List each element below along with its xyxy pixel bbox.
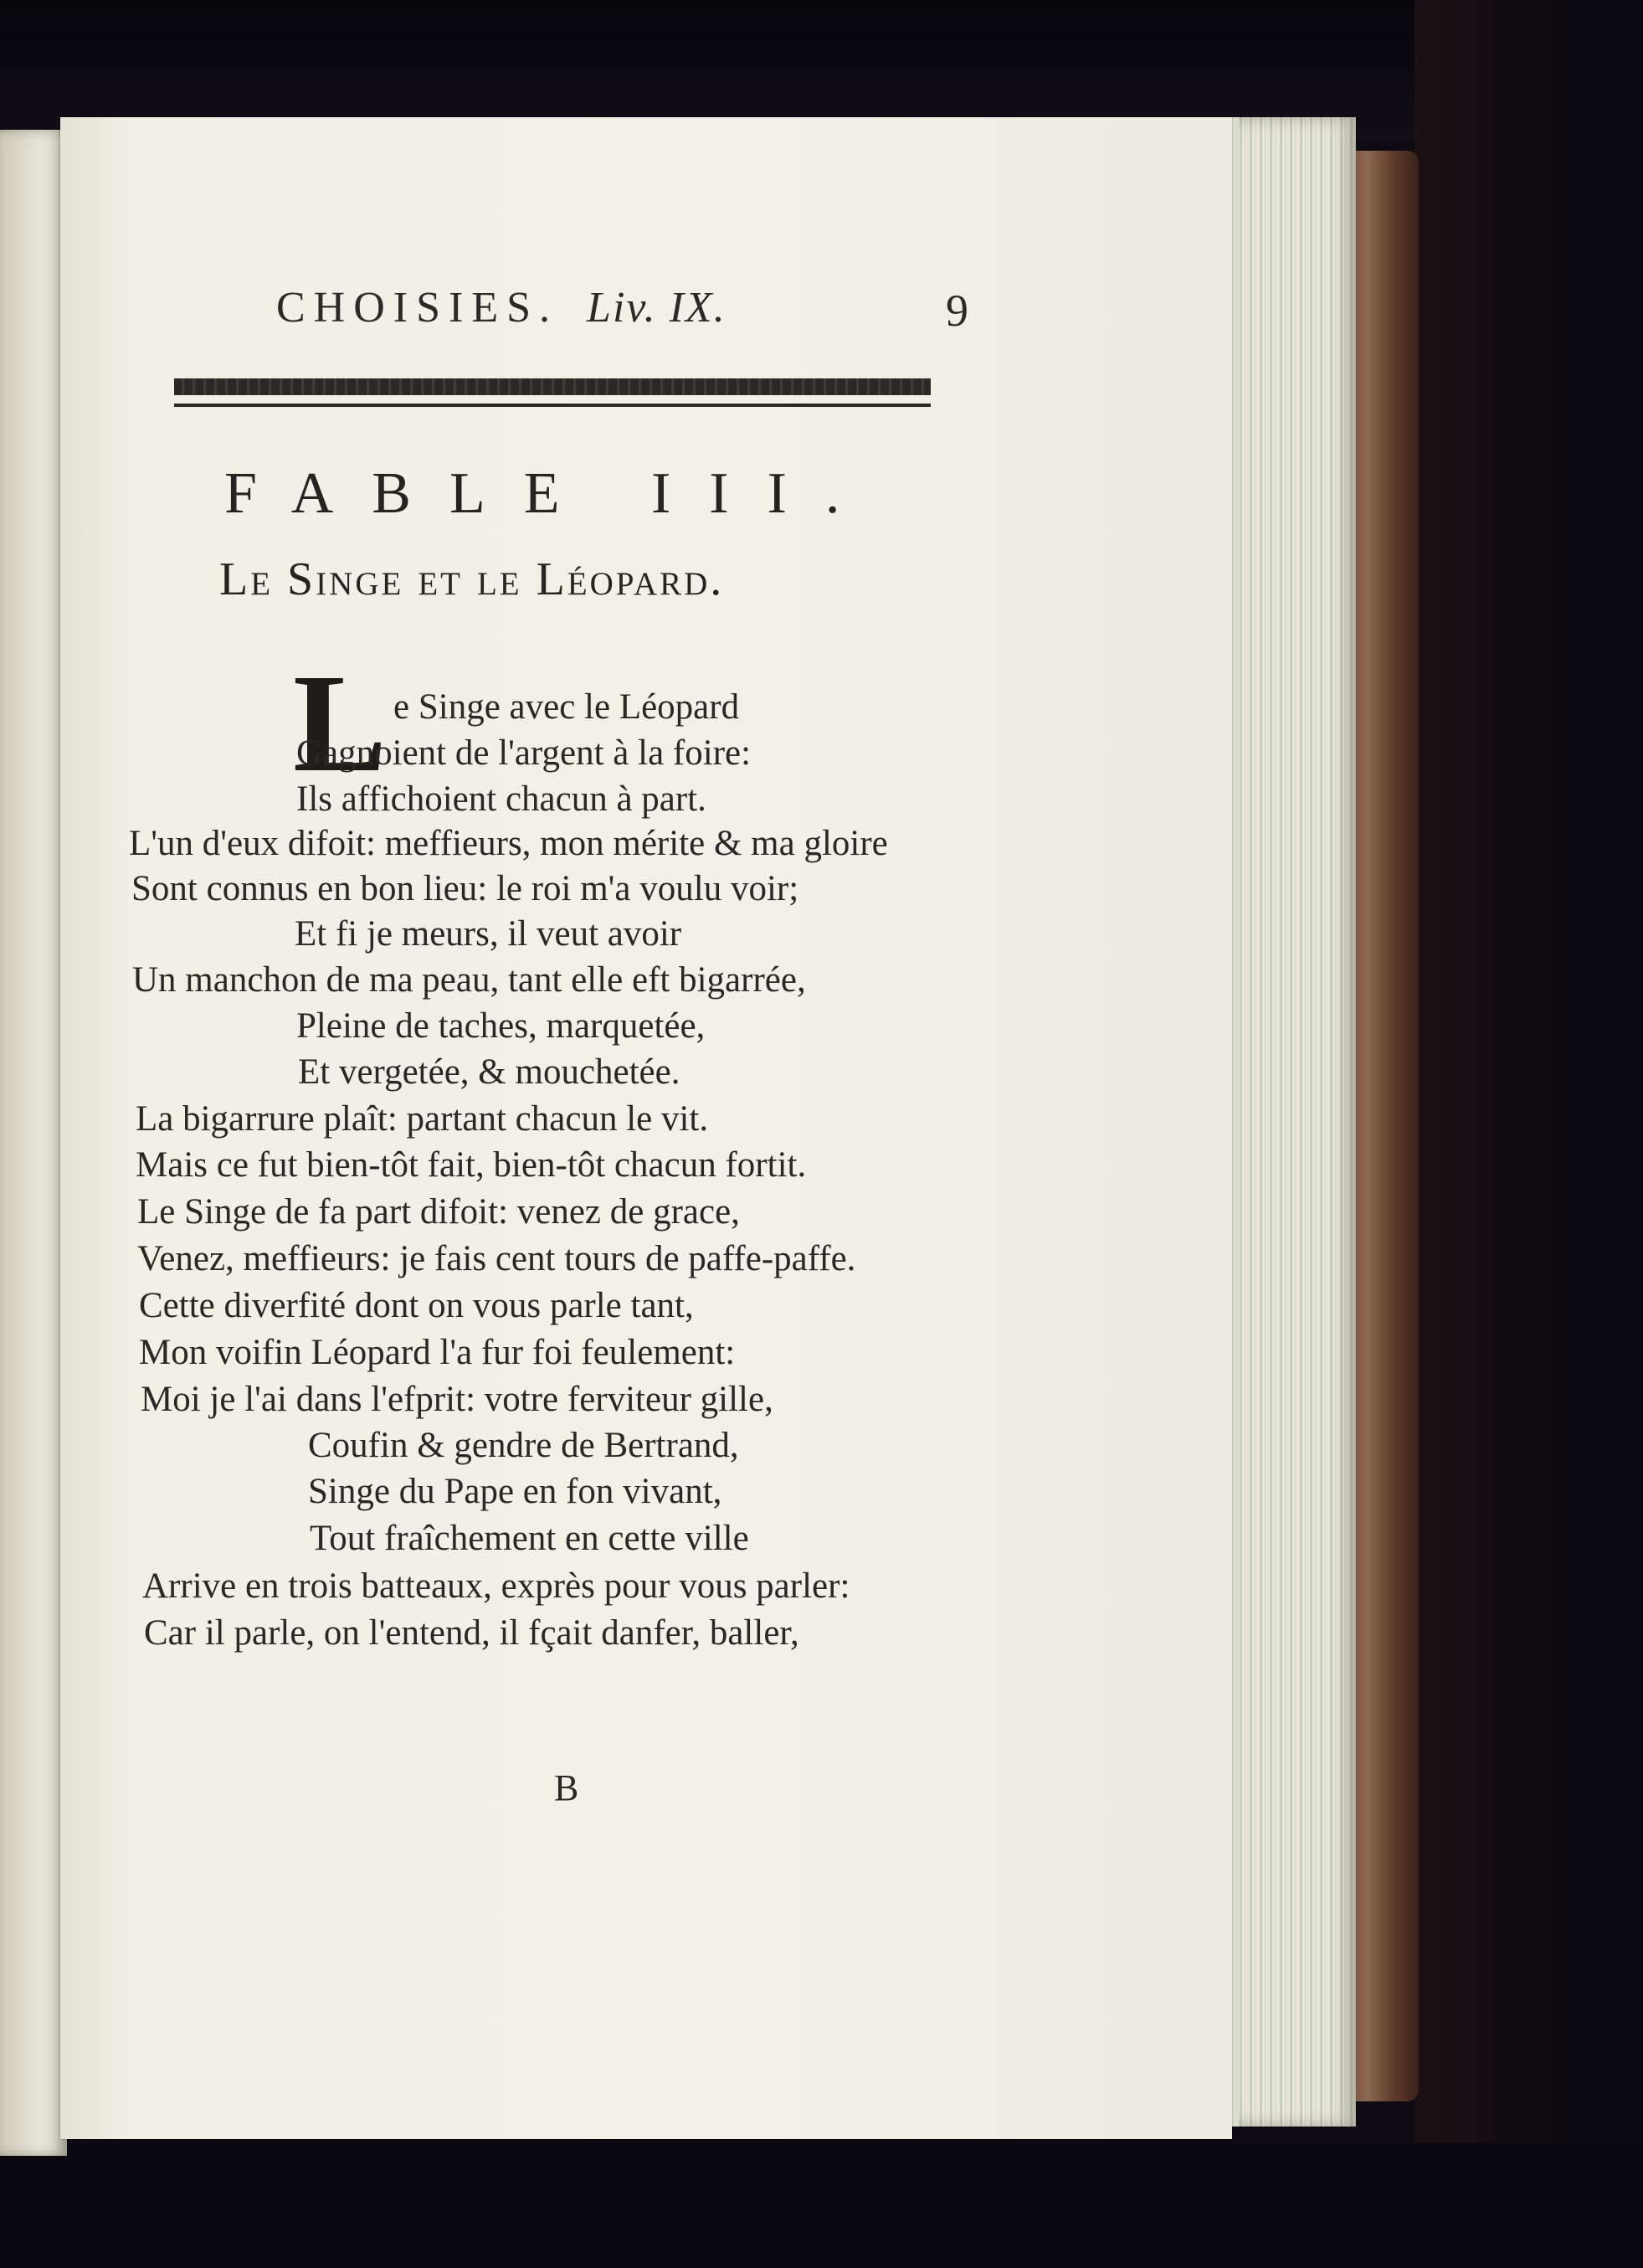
verse-line: Un manchon de ma peau, tant elle eft bigarrée, [132,960,806,1000]
book-page [60,117,1232,2139]
verse-line: La bigarrure plaît: partant chacun le vit. [136,1099,709,1139]
verse-line: Tout fraîchement en cette ville [310,1519,749,1558]
verse-line: Mais ce fut bien-tôt fait, bien-tôt chacun fortit. [136,1145,807,1185]
page-number: 9 [946,285,968,336]
verse-line: Mon voifin Léopard l'a fur foi feulement: [139,1333,736,1372]
verse-line: Venez, meffieurs: je fais cent tours de paffe-paffe. [137,1239,856,1278]
verse-line: Pleine de taches, marquetée, [296,1006,706,1046]
verse-line: Gagnoient de l'argent à la foire: [296,733,752,773]
verse-line: Le Singe de fa part difoit: venez de grace, [137,1192,740,1232]
verse-line: Cette diverfité dont on vous parle tant, [139,1286,694,1325]
verse-line: Sont connus en bon lieu: le roi m'a voulu voir; [131,869,799,908]
running-head [276,283,727,332]
signature-mark: B [554,1767,579,1808]
verse-line: Et vergetée, & mouchetée. [298,1052,680,1092]
verse-line: Ils affichoient chacun à part. [296,779,706,819]
ornamental-rule-thin [174,404,931,407]
ornamental-rule-thick [174,378,931,395]
fable-title: FABLE III. [224,461,879,526]
verse-line: Singe du Pape en fon vivant, [308,1472,722,1511]
dark-background-right [1415,0,1643,2268]
verse-line: L'un d'eux difoit: meffieurs, mon mérite & ma gloire [129,824,888,863]
verse-line: Coufin & gendre de Bertrand, [308,1426,739,1465]
drop-cap: L [293,645,388,801]
fable-subtitle: Le Singe et le Léopard. [219,553,725,605]
verse-line: Car il parle, on l'entend, il fçait danfer, baller, [144,1613,799,1653]
running-title: CHOISIES. [276,284,559,332]
dark-background-bottom [0,2143,1643,2268]
verse-line: Et fi je meurs, il veut avoir [295,914,682,954]
verse-line: e Singe avec le Léopard [393,687,740,727]
facing-page-slice [0,130,67,2156]
verse-line: Moi je l'ai dans l'efprit: votre ferviteur gille, [141,1380,773,1419]
book-number: Liv. IX. [587,284,727,332]
page-content [60,117,1232,2139]
verse-line: Arrive en trois batteaux, exprès pour vous parler: [142,1566,850,1606]
